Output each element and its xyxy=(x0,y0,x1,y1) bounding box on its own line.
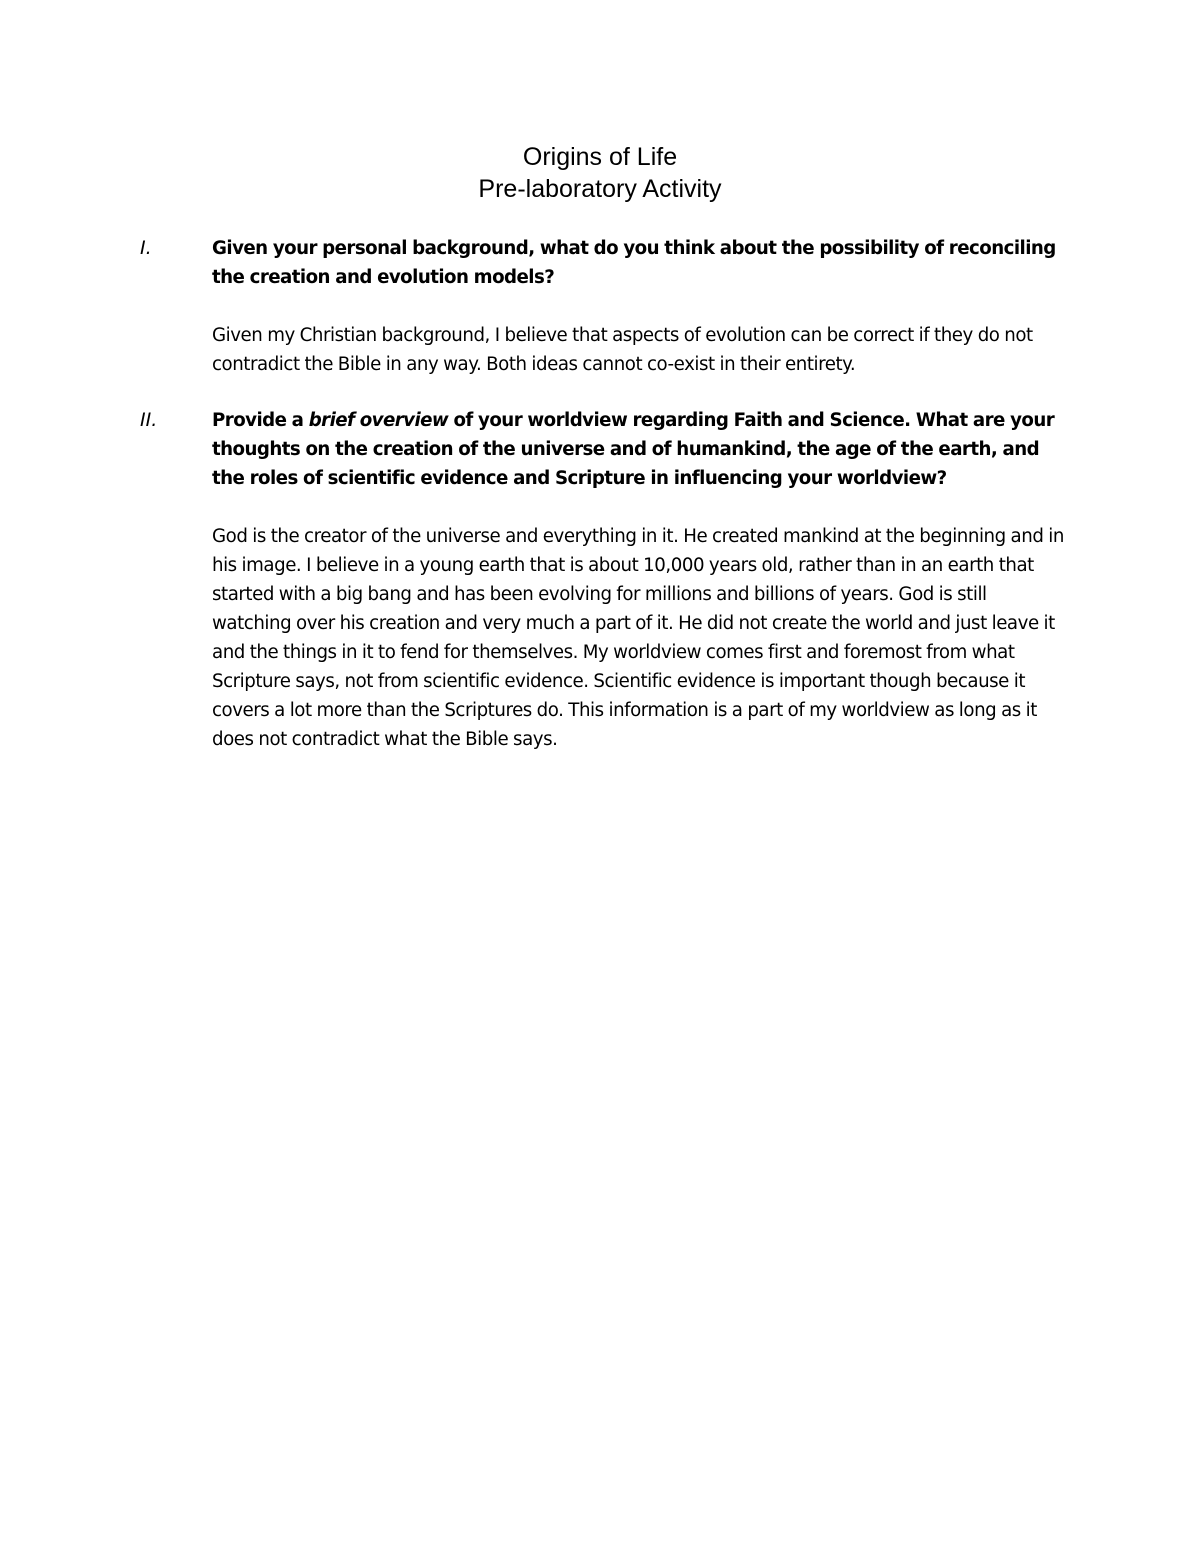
question-2-answer: God is the creator of the universe and everything in it. He created mankind at the beginning and in his image. I believe in a young earth that is about 10,000 years old, rather than in an earth that started with a big bang and has been evolving for millions and billions of years. God is still watching over his creation and very much a part of it. He did not create the world and just leave it and the things in it to fend for themselves. My worldview comes first and foremost from what Scripture says, not from scientific evidence. Scientific evidence is important though because it covers a lot more than the Scriptures do. This information is a part of my worldview as long as it does not contradict what the Bible says. xyxy=(212,526,1064,750)
question-2-prompt-end: of your worldview regarding Faith and Science. What are your thoughts on the creation of the universe and of humankind, the age of the earth, and the roles of scientific evidence and Scripture in influencing your worldview? xyxy=(212,410,1055,489)
question-1-prompt: Given your personal background, what do you think about the possibility of reconciling the creation and evolution models? xyxy=(212,238,1056,288)
question-1-answer: Given my Christian background, I believe that aspects of evolution can be correct if they do not contradict the Bible in any way. Both ideas cannot co-exist in their entirety. xyxy=(212,325,1033,375)
question-2-body xyxy=(212,406,1070,754)
page-subtitle: Pre-laboratory Activity xyxy=(478,175,722,203)
question-2-prompt-emphasis: brief overview xyxy=(308,410,449,431)
question-2-prompt-start: Provide a xyxy=(212,410,309,431)
title-block xyxy=(0,141,1200,205)
page-title: Origins of Life xyxy=(522,143,678,171)
question-2-numeral: II. xyxy=(140,409,158,431)
question-1-numeral: I. xyxy=(140,237,152,259)
question-1-body xyxy=(212,234,1070,379)
question-2-prompt xyxy=(212,406,1070,493)
